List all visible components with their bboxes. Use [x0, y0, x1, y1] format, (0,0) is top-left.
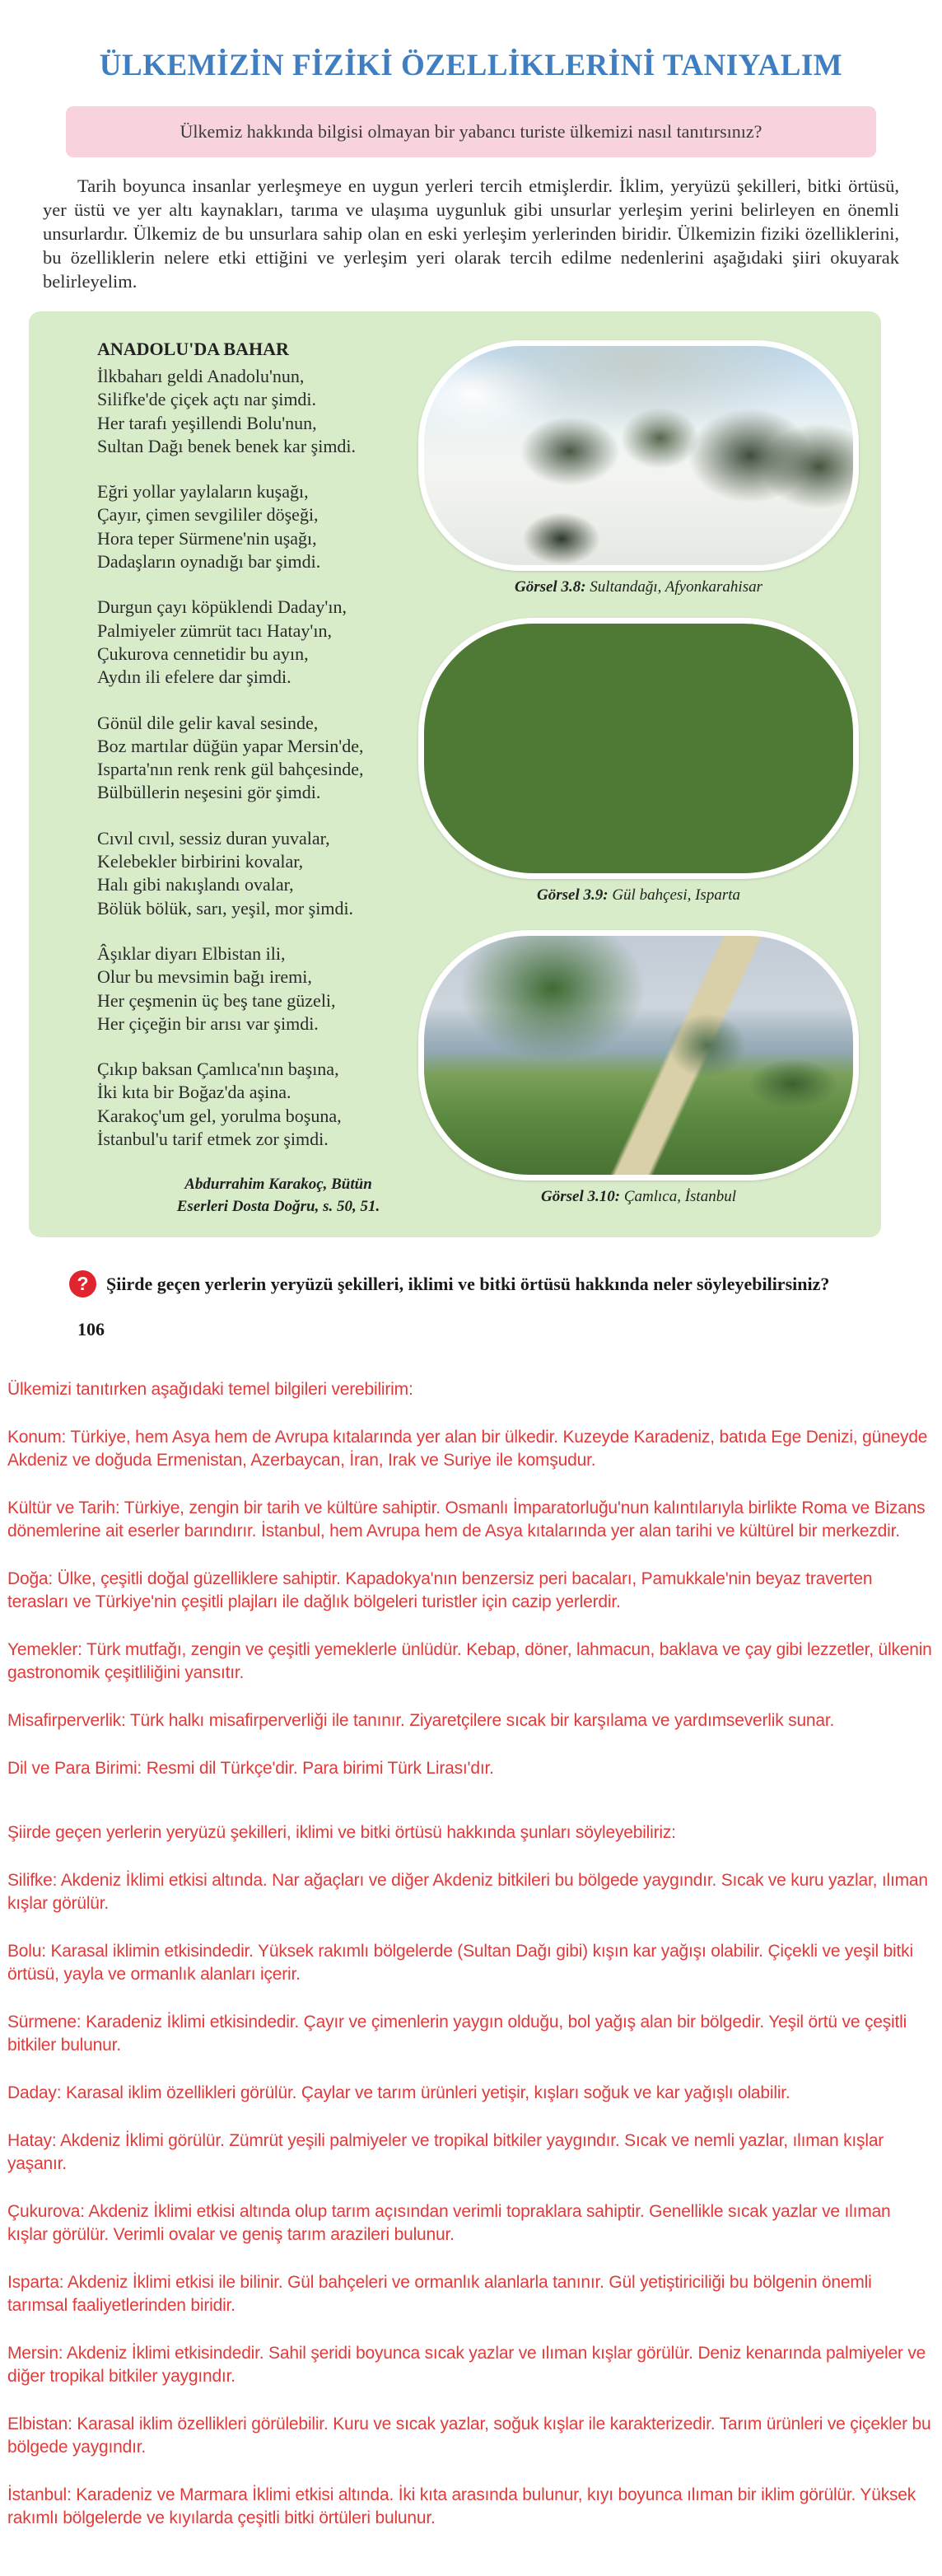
poem-line: Halı gibi nakışlandı ovalar, — [97, 874, 294, 895]
answer-place-paragraph: Daday: Karasal iklim özellikleri görülür. Çaylar ve tarım ürünleri yetişir, kışları soğuk ve kar yağışlı olabilir. — [7, 2083, 790, 2103]
answer-place-paragraph: Silifke: Akdeniz İklimi etkisi altında. Nar ağaçları ve diğer Akdeniz bitkileri bu bölgede yaygındır. Sıcak ve kuru yazlar, ılıman kışlar görülür. — [7, 1871, 928, 1914]
poem-column — [29, 311, 406, 1218]
poem-line: Kelebekler birbirini kovalar, — [97, 851, 304, 872]
answer-facts — [7, 1426, 934, 1780]
photo-caption-text: Sultandağı, Afyonkarahisar — [590, 578, 763, 596]
poem-line: Her çeşmenin üç beş tane güzeli, — [97, 989, 336, 1011]
photo-caption — [541, 1188, 736, 1206]
poem-line: Eğri yollar yaylaların kuşağı, — [97, 481, 309, 503]
poem-line: Çukurova cennetidir bu ayın, — [97, 643, 309, 664]
answer-place-paragraph: Bolu: Karasal iklimin etkisindedir. Yüksek rakımlı bölgelerde (Sultan Dağı gibi) kışın kar yağışı olabilir. Çiçekli ve yeşil bitki örtüsü, yayla ve ormanlık alanları içerir. — [7, 1942, 913, 1985]
poem-stanza — [97, 942, 406, 1036]
answer-text-section — [0, 1340, 942, 2576]
poem-line: Palmiyeler zümrüt tacı Hatay'ın, — [97, 619, 332, 641]
answer-place-paragraph: Mersin: Akdeniz İklimi etkisindedir. Sahil şeridi boyunca sıcak yazlar ve ılıman kışlar görülür. Deniz kenarında palmiyeler ve diğer tropikal bitkiler yaygındır. — [7, 2344, 926, 2387]
poem-line: Durgun çayı köpüklendi Daday'ın, — [97, 596, 347, 618]
poem-line: Sultan Dağı benek benek kar şimdi. — [97, 435, 357, 456]
photo-caption-label: Görsel 3.10: — [541, 1188, 621, 1205]
poem-line: İlkbaharı geldi Anadolu'nun, — [97, 366, 305, 386]
poem-stanza — [97, 596, 406, 689]
answer-place-paragraph: Sürmene: Karadeniz İklimi etkisindedir. Çayır ve çimenlerin yaygın olduğu, bol yağış alan bir bölgedir. Yeşil örtü ve çeşitli bitkiler bulunur. — [7, 2013, 907, 2055]
answer-place-paragraph: Hatay: Akdeniz İklimi görülür. Zümrüt yeşili palmiyeler ve tropikal bitkiler yaygındır. Sıcak ve nemli yazlar, ılıman kışlar yaşanır. — [7, 2131, 884, 2174]
photo-camlica-park — [418, 930, 859, 1180]
photo-caption-label: Görsel 3.8: — [514, 578, 586, 596]
poem-title: ANADOLU'DA BAHAR — [97, 339, 289, 359]
poem-line: Her tarafı yeşillendi Bolu'nun, — [97, 412, 317, 433]
poem-line: Olur bu mevsimin bağı iremi, — [97, 966, 312, 988]
answer-place-paragraph: Çukurova: Akdeniz İklimi etkisi altında olup tarım açısından verimli topraklara sahiptir. Genellikle sıcak yazlar ve ılıman kışlar görülür. Verimli ovalar ve geniş tarım arazileri bulunur. — [7, 2202, 891, 2245]
poem-line: Gönül dile gelir kaval sesinde, — [97, 712, 319, 733]
answer-place-paragraph: Isparta: Akdeniz İklimi etkisi ile bilinir. Gül bahçeleri ve ormanlık alanlarla tanınır. Gül yetiştiriciliği bu bölgenin önemli tarımsal faaliyetlerinden biridir. — [7, 2273, 872, 2316]
question-row — [69, 1270, 878, 1297]
images-column — [406, 311, 881, 1218]
poem-stanza — [97, 480, 406, 573]
prompt-box-text: Ülkemiz hakkında bilgisi olmayan bir yabancı turiste ülkemizi nasıl tanıtırsınız? — [180, 121, 762, 142]
answer-fact-paragraph: Kültür ve Tarih: Türkiye, zengin bir tarih ve kültüre sahiptir. Osmanlı İmparatorluğu'nun kalıntılarıyla birlikte Roma ve Bizans dönemlerine ait eserler barındırır. İstanbul, hem Avrupa hem de Asya kıtalarında yer alan tarihi ve kültürel bir merkezdir. — [7, 1498, 926, 1541]
photo-sultandagi-snowy-mountain — [418, 340, 859, 571]
prompt-box — [66, 106, 876, 157]
poem-line: Her çiçeğin bir arısı var şimdi. — [97, 1012, 319, 1034]
poem-line: Bölük bölük, sarı, yeşil, mor şimdi. — [97, 897, 354, 919]
poem-line: İstanbul'u tarif etmek zor şimdi. — [97, 1129, 329, 1150]
photo-caption — [537, 886, 740, 905]
poem-stanza — [97, 365, 406, 458]
poem-attribution-line: Abdurrahim Karakoç, Bütün — [184, 1176, 372, 1194]
poem-line: Isparta'nın renk renk gül bahçesinde, — [97, 759, 364, 780]
intro-paragraph: Tarih boyunca insanlar yerleşmeye en uygun yerleri tercih etmişlerdir. İklim, yeryüzü şekilleri, bitki örtüsü, yer üstü ve yer altı kaynakları, tarıma ve ulaşıma uygunluk gibi unsurlar yerleşim yerini belirleyen en önemli unsurlardır. Ülkemiz de bu unsurlara sahip olan en eski yerleşim yerlerinden biridir. Ülkemizin fiziki özelliklerini, bu özelliklerin nelere etki ettiğini ve yerleşim yeri olarak tercih edilme nedenlerini aşağıdaki şiiri okuyarak belirleyelim. — [43, 175, 899, 292]
poem-line: Bülbüllerin neşesini gör şimdi. — [97, 782, 321, 803]
question-mark-icon: ? — [69, 1270, 96, 1297]
answer-intro: Ülkemizi tanıtırken aşağıdaki temel bilgileri verebilirim: — [7, 1380, 413, 1400]
poem-stanza — [97, 827, 406, 920]
poem-line: Çıkıp baksan Çamlıca'nın başına, — [97, 1059, 339, 1080]
page-title: ÜLKEMİZİN FİZİKİ ÖZELLİKLERİNİ TANIYALIM — [99, 49, 843, 82]
photo-caption-text: Gül bahçesi, Isparta — [612, 886, 740, 904]
poem-line: İki kıta bir Boğaz'da aşina. — [97, 1082, 291, 1103]
poem-line: Cıvıl cıvıl, sessiz duran yuvalar, — [97, 827, 330, 849]
poem-panel — [29, 311, 881, 1237]
answer-places — [7, 1869, 934, 2530]
poem-line: Çayır, çimen sevgililer döşeği, — [97, 504, 319, 526]
answer-fact-paragraph: Yemekler: Türk mutfağı, zengin ve çeşitli yemeklerle ünlüdür. Kebap, döner, lahmacun, baklava ve çay gibi lezzetler, ülkenin gastronomik çeşitliliğini yansıtır. — [7, 1640, 932, 1683]
answer-transition: Şiirde geçen yerlerin yeryüzü şekilleri, iklimi ve bitki örtüsü hakkında şunları söyleyebiliriz: — [7, 1823, 676, 1843]
poem-stanzas — [97, 365, 406, 1151]
poem-line: Boz martılar düğün yapar Mersin'de, — [97, 735, 364, 756]
question-text: Şiirde geçen yerlerin yeryüzü şekilleri, iklimi ve bitki örtüsü hakkında neler söyleyebilirsiniz? — [106, 1274, 830, 1295]
poem-attribution-line: Eserleri Dosta Doğru, s. 50, 51. — [176, 1198, 380, 1216]
poem-stanza — [97, 1058, 406, 1151]
answer-place-paragraph: Elbistan: Karasal iklim özellikleri görülebilir. Kuru ve sıcak yazlar, soğuk kışlar ile karakterizedir. Tarım ürünleri ve çiçekler bu bölgede yaygındır. — [7, 2415, 931, 2457]
poem-line: Hora teper Sürmene'nin uşağı, — [97, 527, 317, 549]
poem-line: Âşıklar diyarı Elbistan ili, — [97, 942, 286, 964]
answer-fact-paragraph: Misafirperverlik: Türk halkı misafirperverliği ile tanınır. Ziyaretçilere sıcak bir karşılama ve yardımseverlik sunar. — [7, 1711, 835, 1731]
answer-place-paragraph: İstanbul: Karadeniz ve Marmara İklimi etkisi altında. İki kıta arasında bulunur, kıyı boyunca ılıman bir iklim görülür. Yüksek rakımlı bölgelerde ve kıyılarda çeşitli bitki örtüleri bulunur. — [7, 2485, 916, 2528]
poem-line: Silifke'de çiçek açtı nar şimdi. — [97, 389, 317, 410]
poem-attribution — [142, 1173, 414, 1218]
poem-line: Aydın ili efelere dar şimdi. — [97, 666, 291, 688]
poem-line: Karakoç'um gel, yorulma boşuna, — [97, 1105, 342, 1126]
page-number: 106 — [77, 1319, 105, 1340]
poem-line: Dadaşların oynadığı bar şimdi. — [97, 551, 321, 573]
answer-fact-paragraph: Dil ve Para Birimi: Resmi dil Türkçe'dir. Para birimi Türk Lirası'dır. — [7, 1759, 494, 1779]
poem-stanza — [97, 712, 406, 805]
photo-caption — [515, 578, 762, 596]
photo-caption-label: Görsel 3.9: — [537, 886, 609, 904]
answer-fact-paragraph: Konum: Türkiye, hem Asya hem de Avrupa kıtalarında yer alan bir ülkedir. Kuzeyde Karadeniz, batıda Ege Denizi, güneyde Akdeniz ve doğuda Ermenistan, Azerbaycan, İran, Irak ve Suriye ile komşudur. — [7, 1428, 928, 1470]
answer-fact-paragraph: Doğa: Ülke, çeşitli doğal güzelliklere sahiptir. Kapadokya'nın benzersiz peri bacaları, Pamukkale'nin beyaz traverten terasları ve Türkiye'nin çeşitli plajları ile dağlık bölgeleri turistler için cazip yerlerdir. — [7, 1569, 873, 1612]
photo-rose-garden — [418, 618, 859, 879]
photo-caption-text: Çamlıca, İstanbul — [623, 1188, 736, 1205]
